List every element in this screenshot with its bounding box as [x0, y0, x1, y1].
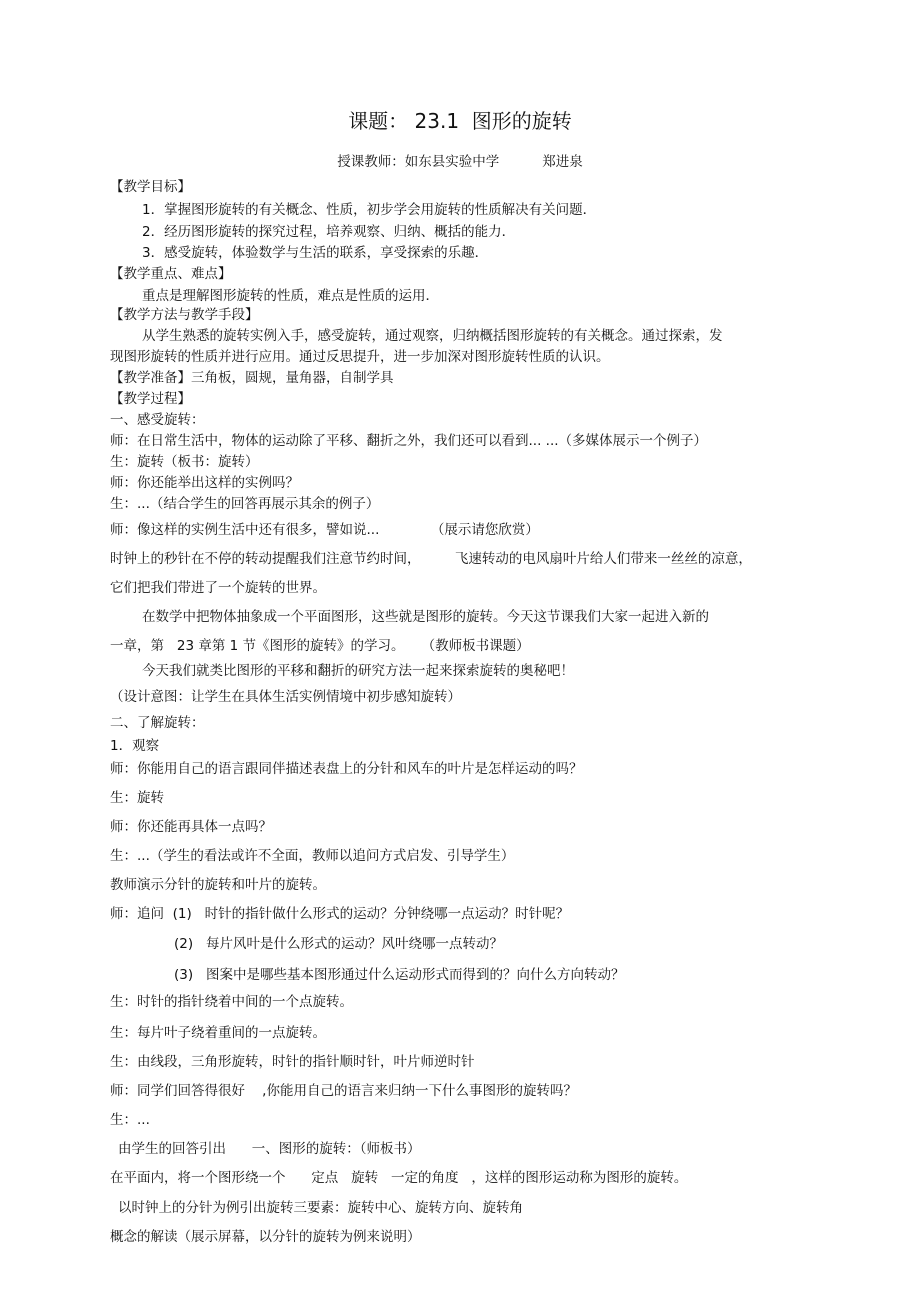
section-heading-methods: 【教学方法与教学手段】: [110, 307, 259, 323]
definition: 在平面内，将一个图形绕一个 定点 旋转 一定的角度 ，这样的图形运动称为图形的旋转。: [110, 1170, 688, 1186]
dialogue-line: 师：你能用自己的语言跟同伴描述表盘上的分针和风车的叶片是怎样运动的吗？: [110, 761, 583, 777]
design-note: （设计意图：让学生在具体生活实例情境中初步感知旋转）: [110, 689, 461, 705]
dialogue-line: 师：像这样的实例生活中还有很多，譬如说... （展示请您欣赏）: [110, 522, 539, 538]
paragraph: 一章，第 23 章第 1 节《图形的旋转》的学习。 （教师板书课题）: [110, 638, 530, 654]
section-heading-process: 【教学过程】: [110, 391, 191, 407]
objective-item: 3．感受旋转，体验数学与生活的联系，享受探索的乐趣．: [142, 245, 489, 261]
paragraph: 教师演示分针的旋转和叶片的旋转。: [110, 877, 326, 893]
subsection-heading: 二、了解旋转：: [110, 715, 205, 731]
dialogue-line: 师：追问 (1) 时针的指针做什么形式的运动？分钟绕哪一点运动？时针呢？: [110, 906, 570, 922]
question-item: (3) 图案中是哪些基本图形通过什么运动形式而得到的？向什么方向转动？: [174, 967, 625, 983]
section-heading-objectives: 【教学目标】: [110, 179, 191, 195]
paragraph: 以时钟上的分针为例引出旋转三要素：旋转中心、旋转方向、旋转角: [118, 1200, 523, 1216]
paragraph: 现图形旋转的性质并进行应用。通过反思提升，进一步加深对图形旋转性质的认识。: [110, 349, 610, 365]
dialogue-line: 生：时针的指针绕着中间的一个点旋转。: [110, 994, 353, 1010]
dialogue-line: 师：在日常生活中，物体的运动除了平移、翻折之外，我们还可以看到... ...（多媒体展示一个例子）: [110, 433, 708, 449]
dialogue-line: 生：...（结合学生的回答再展示其余的例子）: [110, 496, 380, 512]
dialogue-line: 师：你还能再具体一点吗？: [110, 819, 272, 835]
subsection-heading: 一、感受旋转：: [110, 412, 205, 428]
subsection-heading: 1．观察: [110, 738, 160, 754]
section-heading-key-points: 【教学重点、难点】: [110, 266, 232, 282]
paragraph: 重点是理解图形旋转的性质，难点是性质的运用．: [142, 288, 439, 304]
paragraph: 在数学中把物体抽象成一个平面图形，这些就是图形的旋转。今天这节课我们大家一起进入新的: [142, 609, 709, 625]
dialogue-line: 生：旋转（板书：旋转）: [110, 454, 259, 470]
objective-item: 2．经历图形旋转的探究过程，培养观察、归纳、概括的能力．: [142, 224, 516, 240]
document-title: 课题： 23.1 图形的旋转: [348, 109, 572, 133]
dialogue-line: 生：旋转: [110, 790, 164, 806]
question-item: (2) 每片风叶是什么形式的运动？风叶绕哪一点转动？: [174, 936, 503, 952]
teacher-info: 授课教师：如东县实验中学 郑进泉: [337, 154, 583, 170]
paragraph: 由学生的回答引出 一、图形的旋转：（师板书）: [118, 1141, 421, 1157]
objective-item: 1．掌握图形旋转的有关概念、性质，初步学会用旋转的性质解决有关问题．: [142, 202, 597, 218]
paragraph: 概念的解读（展示屏幕，以分针的旋转为例来说明）: [110, 1229, 421, 1245]
paragraph: 它们把我们带进了一个旋转的世界。: [110, 580, 326, 596]
dialogue-line: 师：同学们回答得很好 ,你能用自己的语言来归纳一下什么事图形的旋转吗？: [110, 1083, 577, 1099]
section-heading-preparation: 【教学准备】三角板，圆规，量角器，自制学具: [110, 370, 394, 386]
paragraph: 从学生熟悉的旋转实例入手，感受旋转，通过观察，归纳概括图形旋转的有关概念。通过探索，发: [142, 328, 723, 344]
dialogue-line: 生：...（学生的看法或许不全面，教师以追问方式启发、引导学生）: [110, 848, 515, 864]
dialogue-line: 生：...: [110, 1112, 150, 1128]
dialogue-line: 师：你还能举出这样的实例吗？: [110, 475, 299, 491]
dialogue-line: 生：每片叶子绕着重间的一点旋转。: [110, 1025, 326, 1041]
dialogue-line: 生：由线段，三角形旋转，时针的指针顺时针，叶片师逆时针: [110, 1054, 475, 1070]
paragraph: 今天我们就类比图形的平移和翻折的研究方法一起来探索旋转的奥秘吧！: [142, 663, 574, 679]
paragraph: 时钟上的秒针在不停的转动提醒我们注意节约时间， 飞速转动的电风扇叶片给人们带来一丝丝的凉意，: [110, 551, 752, 567]
